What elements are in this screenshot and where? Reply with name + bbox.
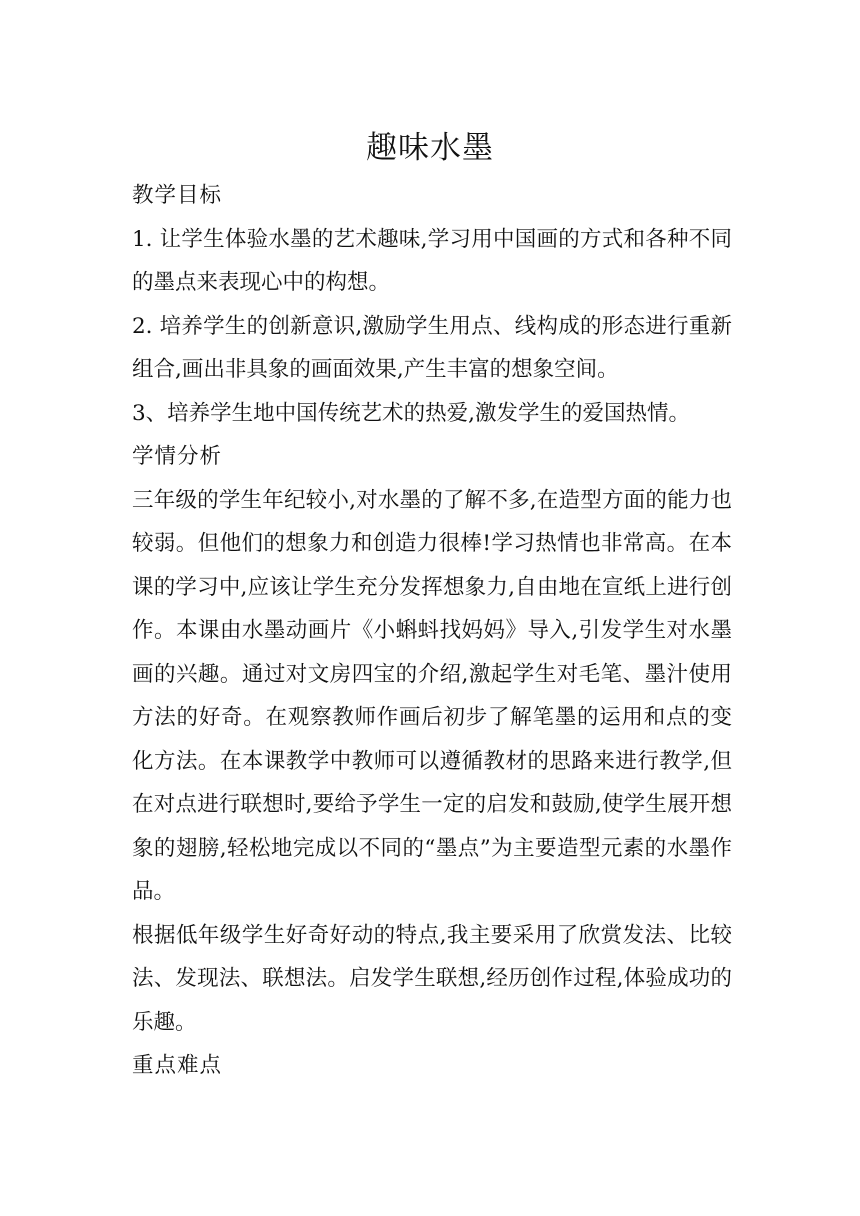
analysis-paragraph-2: 根据低年级学生好奇好动的特点,我主要采用了欣赏发法、比较法、发现法、联想法。启发学生联想,经历创作过程,体验成功的乐趣。 [132,922,732,1035]
section-heading-analysis: 学情分析 [132,444,223,469]
section-heading-difficulties: 重点难点 [132,1053,223,1078]
objective-item-2: 2. 培养学生的创新意识,激励学生用点、线构成的形态进行重新组合,画出非具象的画面效果,产生丰富的想象空间。 [132,313,732,382]
document-body [132,174,732,1088]
document-title: 趣味水墨 [366,130,494,166]
objective-item-3: 3、培养学生地中国传统艺术的热爱,激发学生的爱国热情。 [132,400,691,426]
objective-item-1: 1. 让学生体验水墨的艺术趣味,学习用中国画的方式和各种不同的墨点来表现心中的构想。 [132,226,732,295]
analysis-paragraph-1: 三年级的学生年纪较小,对水墨的了解不多,在造型方面的能力也较弱。但他们的想象力和创造力很棒!学习热情也非常高。在本课的学习中,应该让学生充分发挥想象力,自由地在宣纸上进行创作。本课由水墨动画片《小蝌蚪找妈妈》导入,引发学生对水墨画的兴趣。通过对文房四宝的介绍,激起学生对毛笔、墨汁使用方法的好奇。在观察教师作画后初步了解笔墨的运用和点的变化方法。在本课教学中教师可以遵循教材的思路来进行教学,但在对点进行联想时,要给予学生一定的启发和鼓励,使学生展开想象的翅膀,轻松地完成以不同的“墨点”为主要造型元素的水墨作品。 [132,487,732,904]
section-heading-objectives: 教学目标 [132,183,223,208]
